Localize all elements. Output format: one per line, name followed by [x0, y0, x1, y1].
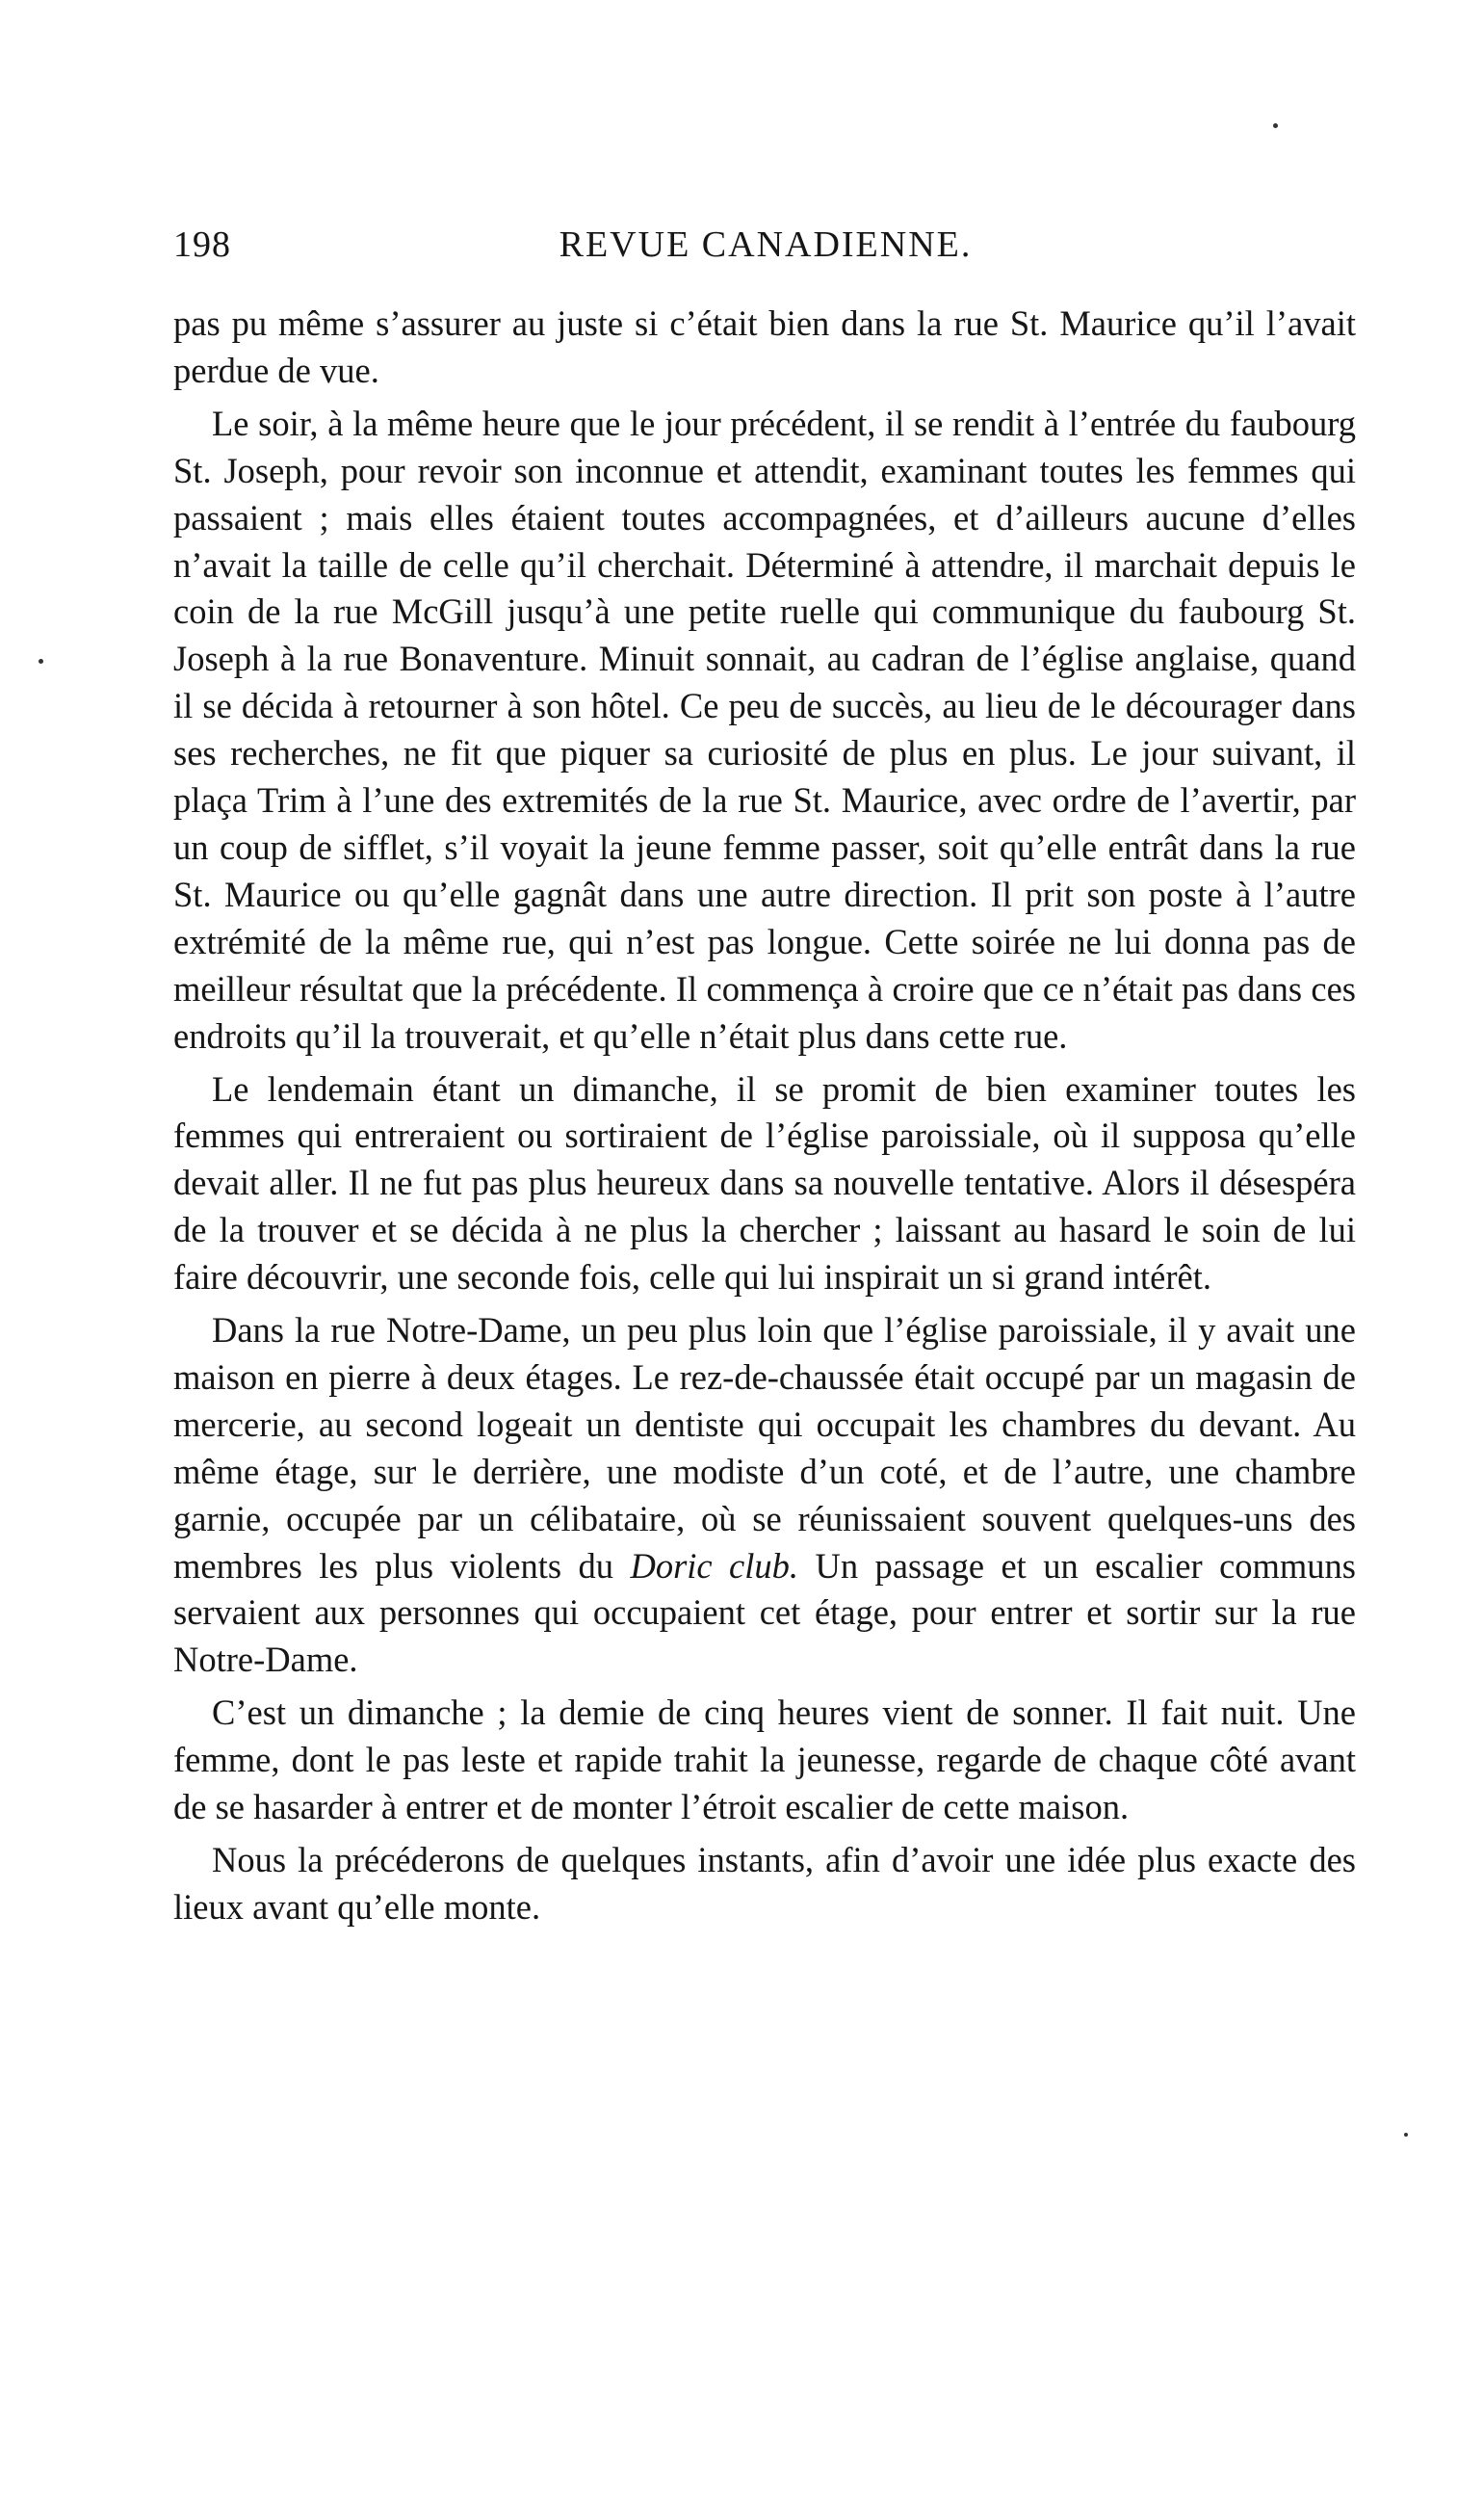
paragraph-1	[173, 301, 1356, 395]
paragraph-2-text: Le soir, à la même heure que le jour précédent, il se rendit à l’entrée du faubourg St. Joseph, pour revoir son inconnue et attendit, examinant toutes les femmes qui passaient ; mais elles étaient toutes accompagnées, et d’ailleurs aucune d’elles n’avait la taille de celle qu’il cherchait. Déterminé à attendre, il marchait depuis le coin de la rue McGill jusqu’à une petite ruelle qui communique du faubourg St. Joseph à la rue Bonaventure. Minuit sonnait, au cadran de l’église anglaise, quand il se décida à retourner à son hôtel. Ce peu de succès, au lieu de le décourager dans ses recherches, ne fit que piquer sa curiosité de plus en plus. Le jour suivant, il plaça Trim à l’une des extremités de la rue St. Maurice, avec ordre de l’avertir, par un coup de sifflet, s’il voyait la jeune femme passer, soit qu’elle entrât dans la rue St. Maurice ou qu’elle gagnât dans une autre direction. Il prit son poste à l’autre extrémité de la même rue, qui n’est pas longue. Cette soirée ne lui donna pas de meilleur résultat que la précédente. Il commença à croire que ce n’était pas dans ces endroits qu’il la trouverait, et qu’elle n’était plus dans cette rue.	[173, 403, 1356, 1056]
paragraph-4-text-end: Un passage et un escalier communs servaient aux personnes qui occupaient cet étage, pour entrer et sortir sur la rue Notre-Dame.	[173, 1545, 1357, 1680]
paragraph-5-text: C’est un dimanche ; la demie de cinq heures vient de sonner. Il fait nuit. Une femme, dont le pas leste et rapide trahit la jeunesse, regarde de chaque côté avant de se hasarder à entrer et de monter l’étroit escalier de cette maison.	[173, 1693, 1356, 1827]
paragraph-6-text: Nous la précéderons de quelques instants, afin d’avoir une idée plus exacte des lieux avant qu’elle monte.	[173, 1840, 1356, 1927]
running-head	[173, 223, 1358, 281]
scan-speck	[1273, 123, 1278, 128]
paragraph-4-text: Dans la rue Notre-Dame, un peu plus loin que l’église paroissiale, il y avait une maison en pierre à deux étages. Le rez-de-chaussée était occupé par un magasin de mercerie, au second logeait un dentiste qui occupait les chambres du devant. Au même étage, sur le derrière, une modiste d’un coté, et de l’autre, une chambre garnie, occupée par un célibataire, où se réunissaient souvent quelques-uns des membres les plus violents du	[173, 1310, 1356, 1586]
paragraph-4	[173, 1307, 1356, 1684]
page-number: 198	[173, 224, 231, 265]
paragraph-3-text: Le lendemain étant un dimanche, il se promit de bien examiner toutes les femmes qui entreraient ou sortiraient de l’église paroissiale, où il supposa qu’elle devait aller. Il ne fut pas plus heureux dans sa nouvelle tentative. Alors il désespéra de la trouver et se décida à ne plus la chercher ; laissant au hasard le soin de lui faire découvrir, une seconde fois, celle qui lui inspirait un si grand intérêt.	[173, 1068, 1356, 1298]
scan-speck	[39, 659, 43, 664]
scan-speck	[1404, 2133, 1408, 2137]
paragraph-5	[173, 1690, 1356, 1831]
paragraph-3	[173, 1066, 1356, 1302]
running-title: REVUE CANADIENNE.	[559, 224, 973, 265]
body-text	[173, 301, 1356, 1931]
paragraph-6	[173, 1837, 1356, 1931]
paragraph-1-text: pas pu même s’assurer au juste si c’était bien dans la rue St. Maurice qu’il l’avait perdue de vue.	[173, 303, 1356, 390]
paragraph-2	[173, 401, 1356, 1061]
paragraph-4-italic-club-name: Doric club.	[630, 1545, 799, 1586]
